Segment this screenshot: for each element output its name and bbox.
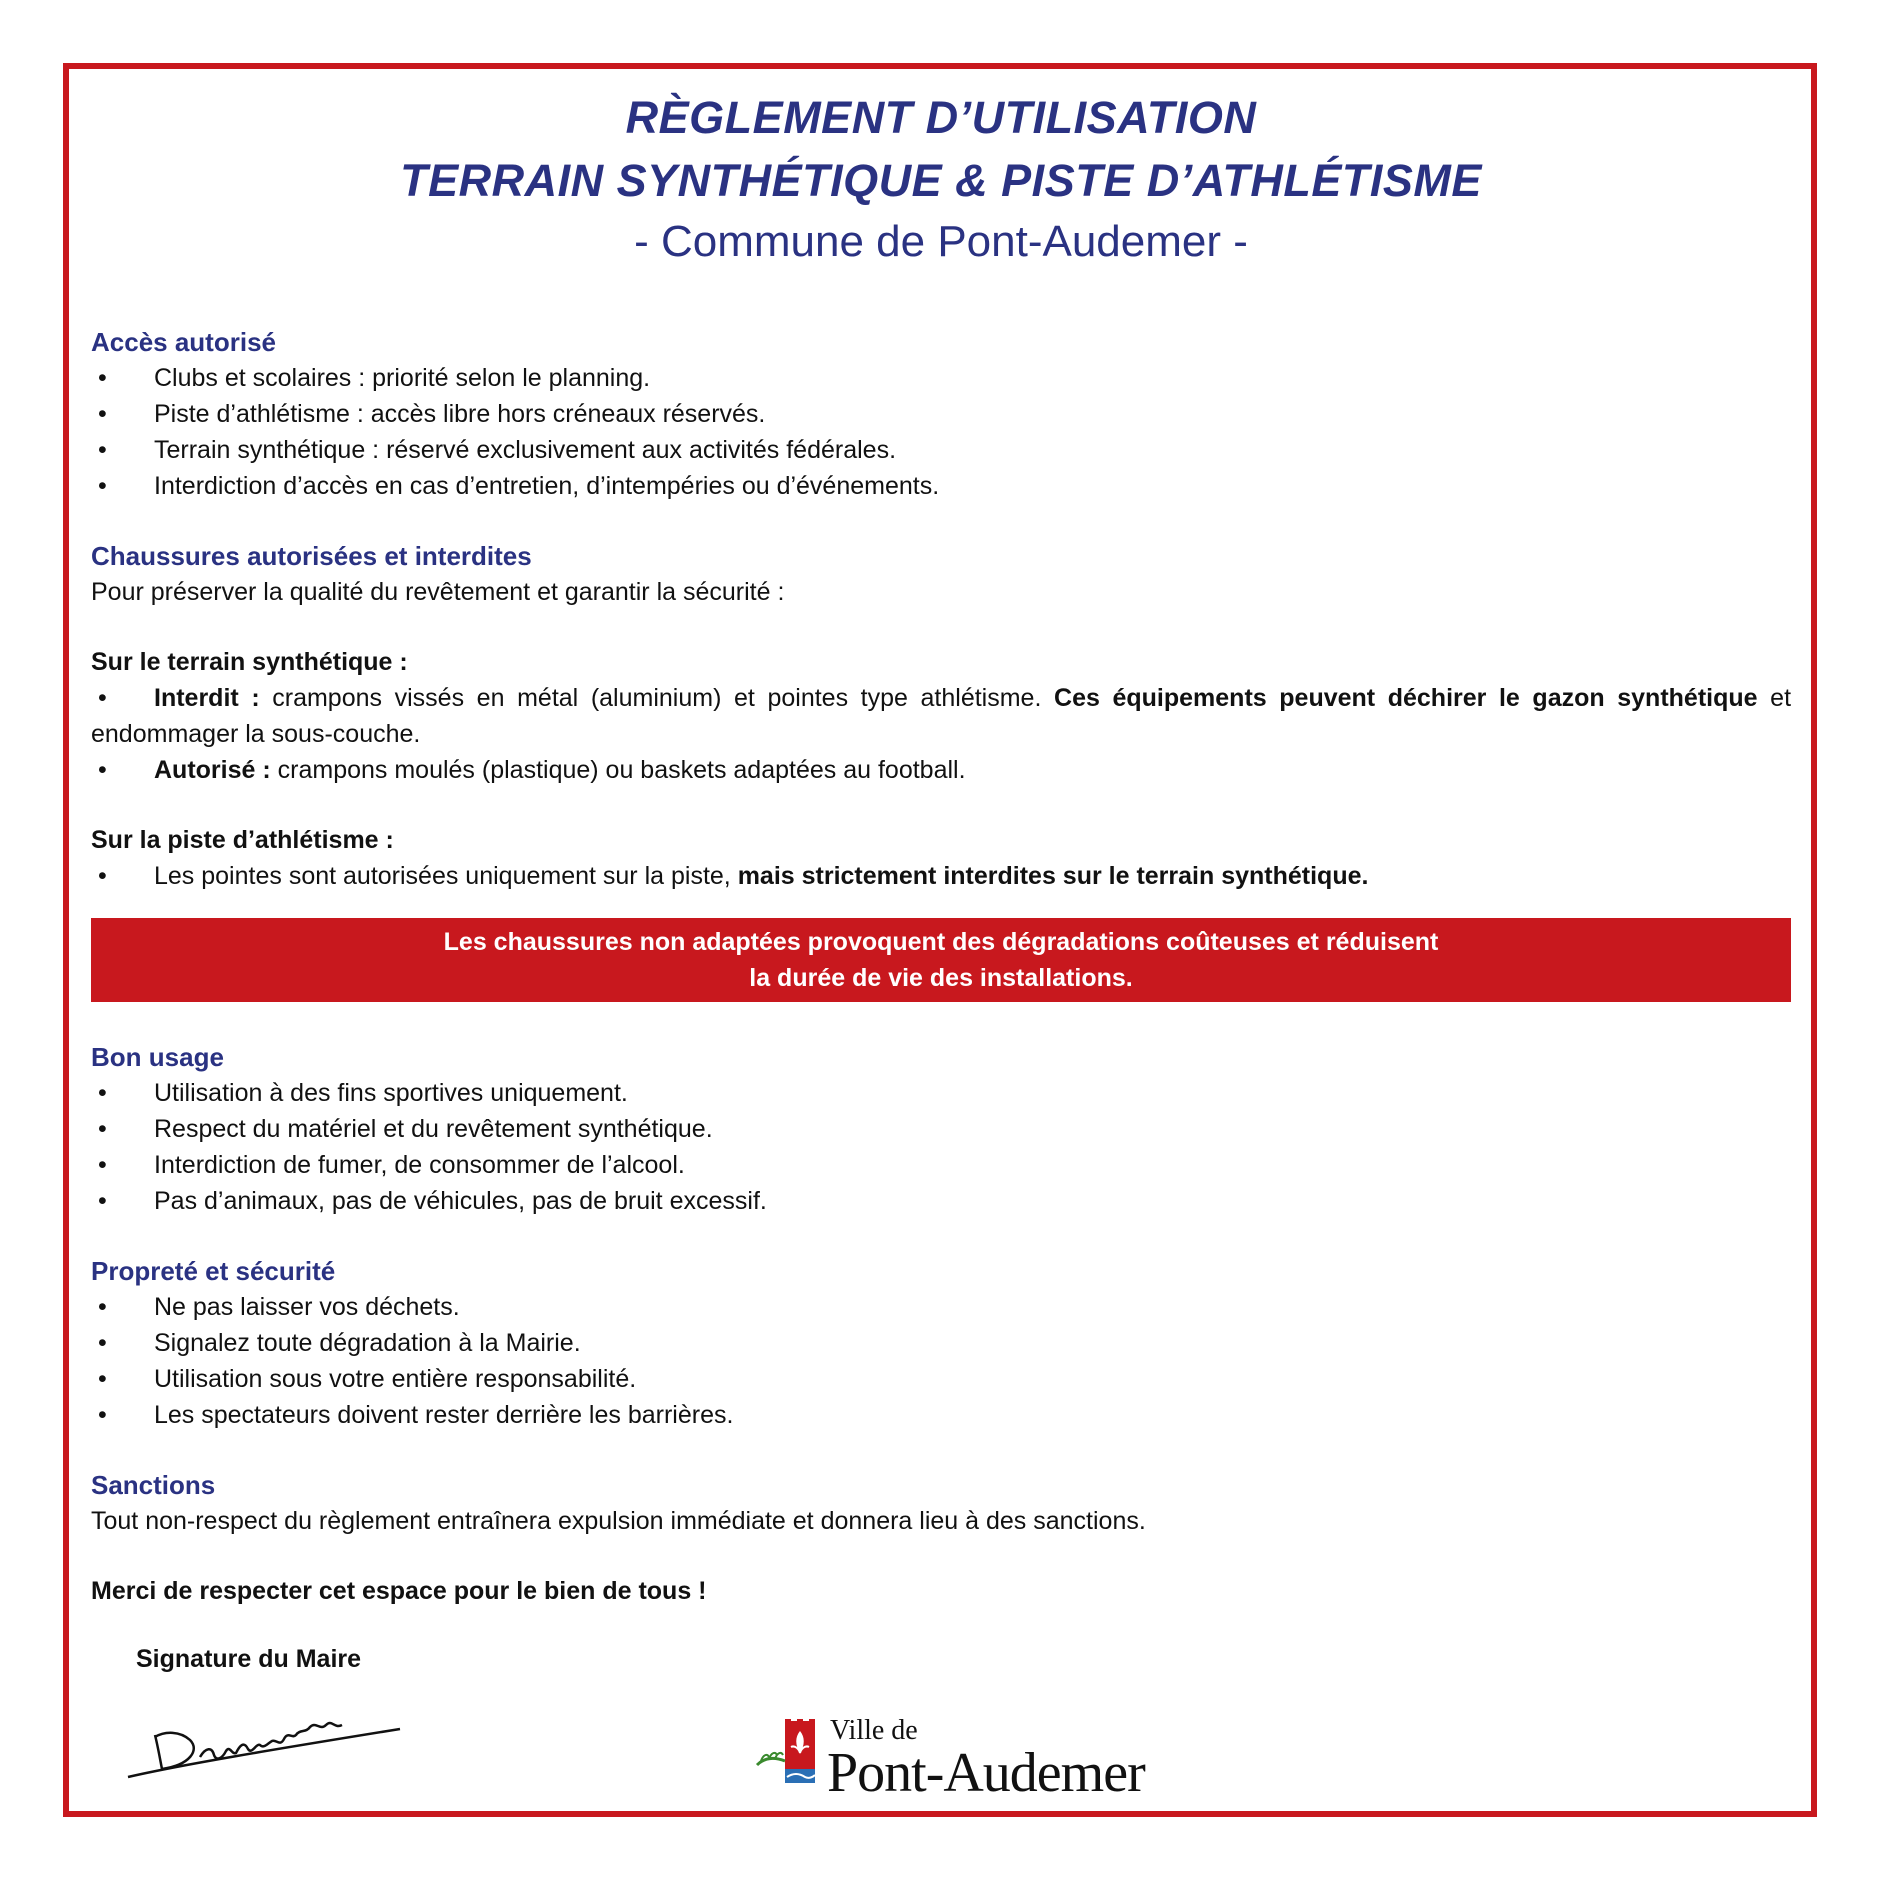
list-item: • Piste d’athlétisme : accès libre hors créneaux réservés. — [98, 400, 766, 428]
list-item: • Respect du matériel et du revêtement synthétique. — [98, 1115, 713, 1143]
mayor-signature — [120, 1695, 420, 1785]
list-item: • Interdiction de fumer, de consommer de l’alcool. — [98, 1151, 685, 1179]
list-item: • Ne pas laisser vos déchets. — [98, 1293, 460, 1321]
title-line-1: RÈGLEMENT D’UTILISATION — [625, 92, 1257, 143]
section-title-chaussures: Chaussures autorisées et interdites — [91, 541, 532, 571]
signature-label: Signature du Maire — [136, 1645, 362, 1673]
logo-small-text: Ville de — [830, 1715, 918, 1746]
acces-list — [91, 360, 1791, 504]
list-item: • Terrain synthétique : réservé exclusivement aux activités fédérales. — [98, 436, 897, 464]
document-body — [91, 86, 1791, 1677]
section-title-acces: Accès autorisé — [91, 327, 276, 357]
closing-message: Merci de respecter cet espace pour le bien de tous ! — [91, 1577, 707, 1605]
list-item: • Utilisation sous votre entière responsabilité. — [98, 1365, 637, 1393]
chaussures-intro: Pour préserver la qualité du revêtement et garantir la sécurité : — [91, 578, 785, 606]
warning-banner — [91, 918, 1791, 1002]
logo-big-text: Pont-Audemer — [827, 1742, 1145, 1804]
section-title-sanctions: Sanctions — [91, 1470, 216, 1500]
pont-audemer-logo — [755, 1715, 1175, 1815]
title-line-2: TERRAIN SYNTHÉTIQUE & PISTE D’ATHLÉTISME — [400, 155, 1482, 206]
banner-line-2: la durée de vie des installations. — [749, 964, 1133, 992]
list-item: • Interdiction d’accès en cas d’entretien, d’intempéries ou d’événements. — [98, 472, 940, 500]
piste-list — [91, 858, 1791, 894]
terrain-subtitle: Sur le terrain synthétique : — [91, 648, 408, 676]
list-item: • Pas d’animaux, pas de véhicules, pas de bruit excessif. — [98, 1187, 767, 1215]
list-item: • Clubs et scolaires : priorité selon le planning. — [98, 364, 651, 392]
list-item: • Signalez toute dégradation à la Mairie. — [98, 1329, 581, 1357]
list-item: • Utilisation à des fins sportives uniquement. — [98, 1079, 628, 1107]
section-title-proprete: Propreté et sécurité — [91, 1256, 336, 1286]
subtitle: - Commune de Pont-Audemer - — [634, 217, 1248, 266]
sanctions-text: Tout non-respect du règlement entraînera expulsion immédiate et donnera lieu à des sanctions. — [91, 1507, 1146, 1535]
town-crest-icon — [755, 1719, 825, 1799]
banner-line-1: Les chaussures non adaptées provoquent des dégradations coûteuses et réduisent — [443, 928, 1439, 956]
interdit-item: • Interdit : crampons vissés en métal (aluminium) et pointes type athlétisme. Ces équipements peuvent déchirer le gazon synthétique et endommager la sous-couche. — [91, 684, 1792, 748]
list-item: • Les spectateurs doivent rester derrière les barrières. — [98, 1401, 734, 1429]
proprete-list — [91, 1289, 1791, 1433]
section-title-bon-usage: Bon usage — [91, 1042, 224, 1072]
bon-usage-list — [91, 1075, 1791, 1219]
autorise-item: • Autorisé : crampons moulés (plastique) ou baskets adaptées au football. — [98, 756, 966, 784]
piste-item: • Les pointes sont autorisées uniquement sur la piste, mais strictement interdites sur le terrain synthétique. — [98, 862, 1369, 890]
autorise-list — [91, 752, 1791, 788]
piste-subtitle: Sur la piste d’athlétisme : — [91, 826, 394, 854]
